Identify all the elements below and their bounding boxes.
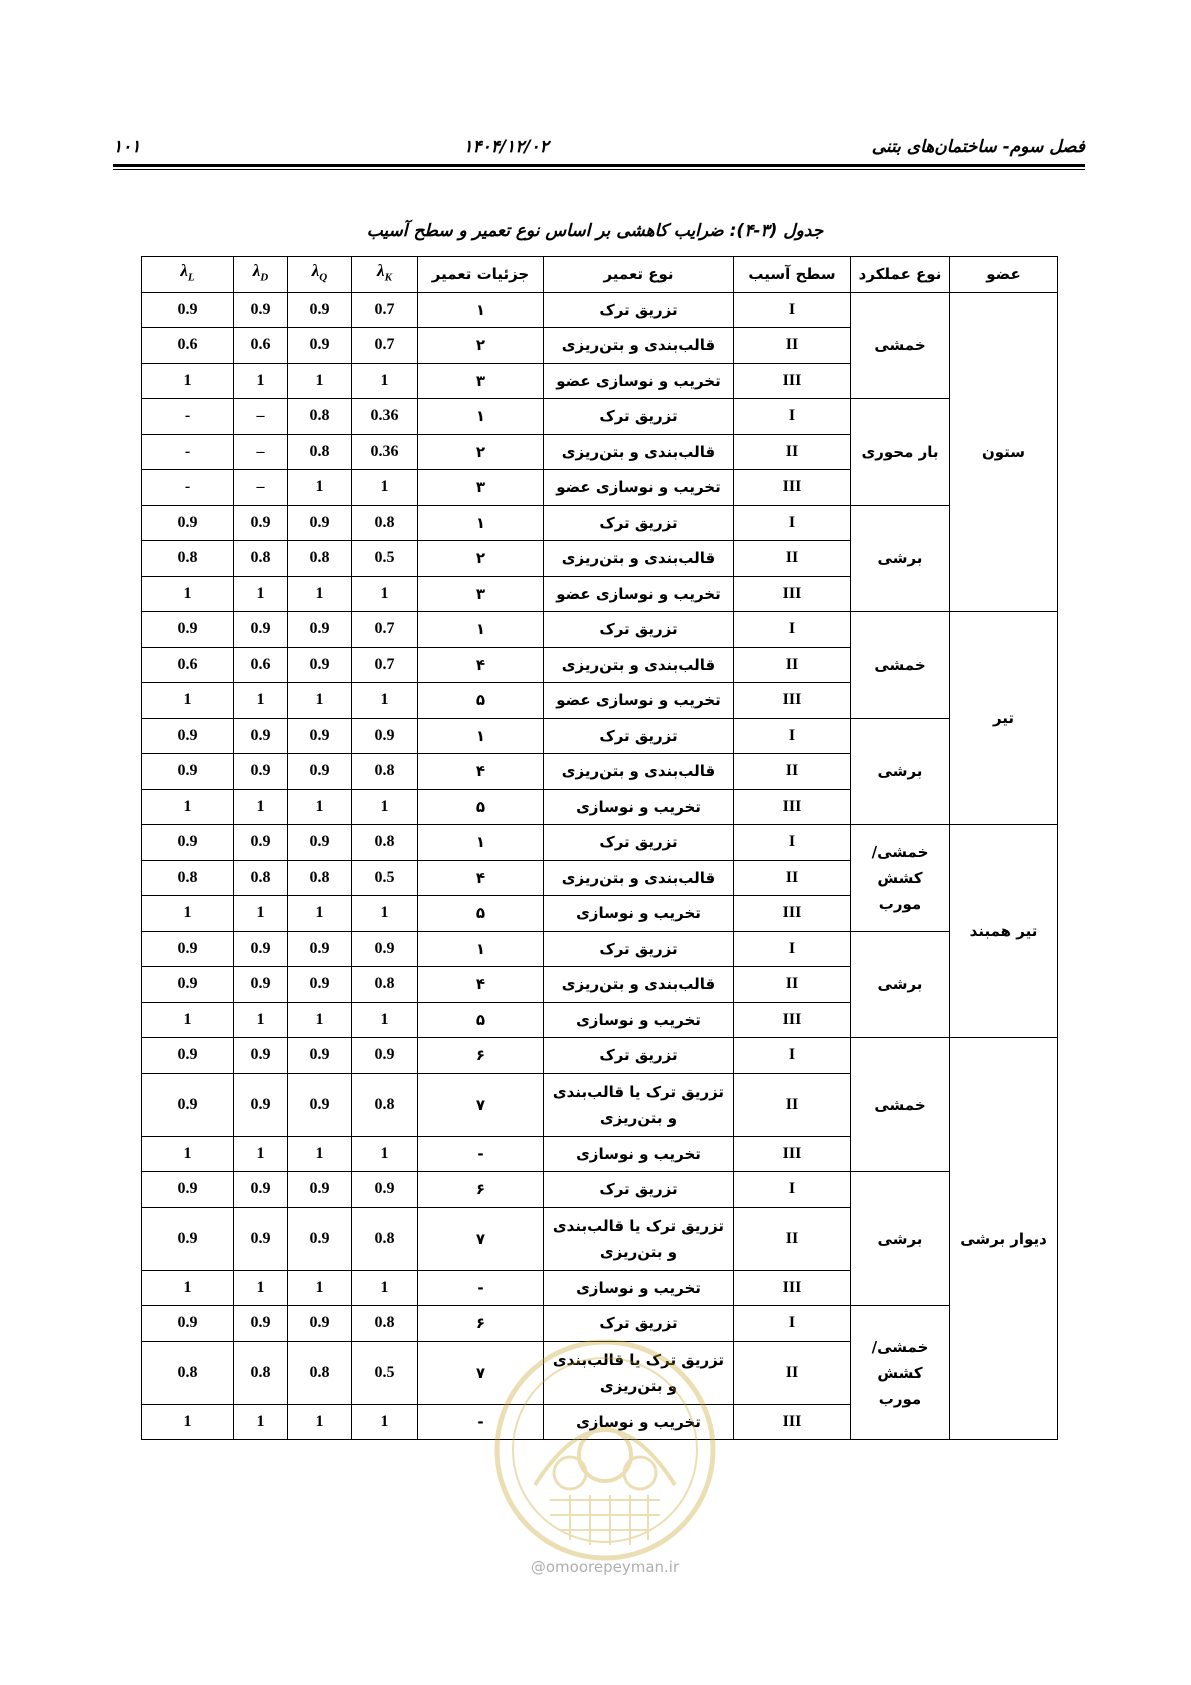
cell-damage-level: III [734, 1002, 851, 1038]
cell-lambda-q: 1 [288, 1136, 352, 1172]
cell-repair-type: تزریق ترک [544, 1038, 734, 1074]
cell-damage-level: I [734, 1306, 851, 1342]
page-number: ۱۰۱ [113, 137, 141, 157]
cell-repair-type: قالب‌بندی و بتن‌ریزی [544, 647, 734, 683]
cell-lambda-d: 0.6 [234, 328, 288, 364]
cell-damage-level: III [734, 363, 851, 399]
header-rule-thin [113, 169, 1085, 170]
cell-lambda-q: 0.9 [288, 1038, 352, 1074]
cell-lambda-d: 1 [234, 896, 288, 932]
cell-lambda-k: 1 [352, 1270, 418, 1306]
cell-damage-level: I [734, 718, 851, 754]
header-lambda-q: $\lambda_Q$ [288, 257, 352, 293]
cell-repair-details: ۴ [418, 754, 544, 790]
cell-action-type: برشی [851, 1172, 950, 1306]
cell-repair-type: تزریق ترک [544, 1172, 734, 1208]
cell-repair-type: تزریق ترک [544, 718, 734, 754]
cell-lambda-d: 1 [234, 1002, 288, 1038]
cell-repair-type: تزریق ترک [544, 399, 734, 435]
cell-lambda-q: 1 [288, 1002, 352, 1038]
cell-repair-type: تزریق ترک [544, 825, 734, 861]
cell-repair-type: تخریب و نوسازی [544, 1404, 734, 1440]
cell-lambda-d: 1 [234, 683, 288, 719]
cell-repair-details: ۳ [418, 576, 544, 612]
cell-lambda-k: 0.8 [352, 754, 418, 790]
cell-repair-details: ۱ [418, 931, 544, 967]
cell-lambda-q: 0.9 [288, 505, 352, 541]
cell-repair-details: - [418, 1404, 544, 1440]
chapter-title: فصل سوم- ساختمان‌های بتنی [871, 137, 1085, 157]
cell-lambda-d: 0.9 [234, 931, 288, 967]
header-lambda-d: $\lambda_D$ [234, 257, 288, 293]
cell-lambda-l: 1 [142, 363, 234, 399]
cell-repair-type: تخریب و نوسازی [544, 789, 734, 825]
cell-lambda-q: 0.8 [288, 541, 352, 577]
cell-repair-type: تخریب و نوسازی عضو [544, 363, 734, 399]
cell-lambda-k: 0.9 [352, 1038, 418, 1074]
watermark-site: @omoorepeyman.ir [530, 1558, 680, 1576]
cell-repair-type: تزریق ترک [544, 292, 734, 328]
cell-action-type: خمشی/کشش مورب [851, 1306, 950, 1440]
cell-repair-details: ۷ [418, 1207, 544, 1270]
cell-lambda-l: 0.9 [142, 825, 234, 861]
cell-repair-type: قالب‌بندی و بتن‌ریزی [544, 860, 734, 896]
cell-lambda-q: 0.9 [288, 754, 352, 790]
cell-repair-type: قالب‌بندی و بتن‌ریزی [544, 328, 734, 364]
cell-lambda-k: 0.9 [352, 718, 418, 754]
cell-repair-details: ۱ [418, 505, 544, 541]
cell-damage-level: III [734, 896, 851, 932]
cell-lambda-q: 0.9 [288, 967, 352, 1003]
header-damage-level: سطح آسیب [734, 257, 851, 293]
cell-repair-type: تخریب و نوسازی عضو [544, 683, 734, 719]
cell-repair-details: ۵ [418, 896, 544, 932]
cell-lambda-q: 0.8 [288, 399, 352, 435]
cell-lambda-d: – [234, 434, 288, 470]
cell-damage-level: III [734, 1270, 851, 1306]
cell-repair-details: ۷ [418, 1073, 544, 1136]
cell-lambda-l: 0.9 [142, 505, 234, 541]
header-lambda-l: $\lambda_L$ [142, 257, 234, 293]
table-row [142, 1172, 1058, 1208]
cell-repair-details: - [418, 1270, 544, 1306]
cell-repair-details: ۵ [418, 1002, 544, 1038]
cell-lambda-l: 1 [142, 1404, 234, 1440]
cell-repair-details: ۲ [418, 541, 544, 577]
cell-damage-level: II [734, 434, 851, 470]
table-body [142, 292, 1058, 1440]
cell-action-type: خمشی/کشش مورب [851, 825, 950, 932]
cell-lambda-l: 0.8 [142, 541, 234, 577]
cell-damage-level: II [734, 967, 851, 1003]
cell-lambda-q: 0.9 [288, 647, 352, 683]
header-repair-details: جزئیات تعمیر [418, 257, 544, 293]
cell-lambda-q: 1 [288, 576, 352, 612]
header-lambda-k: $\lambda_K$ [352, 257, 418, 293]
cell-lambda-d: 1 [234, 576, 288, 612]
cell-repair-details: ۱ [418, 292, 544, 328]
cell-lambda-l: 0.9 [142, 754, 234, 790]
cell-lambda-l: 0.6 [142, 647, 234, 683]
table-row [142, 825, 1058, 861]
reduction-factors-table-container [141, 256, 1057, 1440]
cell-repair-type: تزریق ترک یا قالب‌بندی و بتن‌ریزی [544, 1073, 734, 1136]
cell-repair-type: تخریب و نوسازی [544, 1136, 734, 1172]
cell-member: دیوار برشی [950, 1038, 1058, 1440]
cell-lambda-q: 1 [288, 1270, 352, 1306]
table-row [142, 1306, 1058, 1342]
cell-lambda-l: 1 [142, 1002, 234, 1038]
cell-lambda-q: 0.9 [288, 1306, 352, 1342]
cell-repair-details: - [418, 1136, 544, 1172]
cell-damage-level: I [734, 1172, 851, 1208]
cell-lambda-q: 0.8 [288, 860, 352, 896]
cell-repair-details: ۴ [418, 860, 544, 896]
cell-repair-details: ۲ [418, 328, 544, 364]
cell-lambda-k: 0.8 [352, 825, 418, 861]
cell-damage-level: II [734, 1073, 851, 1136]
cell-lambda-k: 0.7 [352, 328, 418, 364]
cell-lambda-q: 0.9 [288, 718, 352, 754]
cell-damage-level: III [734, 1404, 851, 1440]
cell-lambda-l: 1 [142, 896, 234, 932]
cell-lambda-k: 0.7 [352, 647, 418, 683]
cell-lambda-q: 0.9 [288, 825, 352, 861]
cell-lambda-l: 1 [142, 1270, 234, 1306]
header-repair-type: نوع تعمیر [544, 257, 734, 293]
cell-action-type: خمشی [851, 1038, 950, 1172]
cell-repair-type: تخریب و نوسازی [544, 896, 734, 932]
cell-damage-level: I [734, 931, 851, 967]
cell-lambda-l: 0.8 [142, 860, 234, 896]
cell-lambda-k: 0.9 [352, 931, 418, 967]
cell-member: تیر [950, 612, 1058, 825]
cell-lambda-l: 0.6 [142, 328, 234, 364]
cell-repair-type: تزریق ترک [544, 612, 734, 648]
cell-repair-type: قالب‌بندی و بتن‌ریزی [544, 967, 734, 1003]
cell-damage-level: II [734, 328, 851, 364]
header-rule [113, 164, 1085, 167]
cell-repair-details: ۳ [418, 470, 544, 506]
cell-lambda-d: 1 [234, 363, 288, 399]
cell-lambda-l: 0.8 [142, 1341, 234, 1404]
cell-lambda-k: 1 [352, 1404, 418, 1440]
cell-lambda-k: 1 [352, 1136, 418, 1172]
cell-repair-type: قالب‌بندی و بتن‌ریزی [544, 541, 734, 577]
cell-action-type: خمشی [851, 612, 950, 719]
cell-repair-type: تخریب و نوسازی عضو [544, 470, 734, 506]
cell-lambda-l: 0.9 [142, 1207, 234, 1270]
cell-repair-type: تخریب و نوسازی [544, 1002, 734, 1038]
cell-repair-details: ۱ [418, 399, 544, 435]
cell-damage-level: I [734, 505, 851, 541]
cell-lambda-d: 0.8 [234, 541, 288, 577]
cell-lambda-k: 0.36 [352, 399, 418, 435]
cell-repair-details: ۷ [418, 1341, 544, 1404]
cell-lambda-l: 0.9 [142, 1306, 234, 1342]
cell-lambda-q: 0.9 [288, 1172, 352, 1208]
cell-lambda-q: 0.8 [288, 1341, 352, 1404]
cell-lambda-l: - [142, 434, 234, 470]
cell-lambda-q: 1 [288, 1404, 352, 1440]
table-row [142, 1038, 1058, 1074]
table-caption: جدول (۳-۴): ضرایب کاهشی بر اساس نوع تعمیر و سطح آسیب [366, 221, 824, 241]
cell-lambda-q: 1 [288, 789, 352, 825]
cell-damage-level: I [734, 1038, 851, 1074]
page-header [113, 130, 1085, 164]
cell-lambda-d: 0.9 [234, 505, 288, 541]
cell-lambda-l: 1 [142, 789, 234, 825]
cell-damage-level: III [734, 576, 851, 612]
reduction-factors-table [141, 256, 1058, 1440]
cell-action-type: خمشی [851, 292, 950, 399]
cell-lambda-k: 0.5 [352, 1341, 418, 1404]
cell-lambda-q: 0.9 [288, 1207, 352, 1270]
cell-lambda-k: 1 [352, 789, 418, 825]
cell-damage-level: II [734, 647, 851, 683]
cell-lambda-k: 1 [352, 576, 418, 612]
cell-lambda-k: 1 [352, 363, 418, 399]
cell-repair-details: ۶ [418, 1172, 544, 1208]
cell-lambda-d: 1 [234, 1404, 288, 1440]
cell-lambda-d: 0.9 [234, 825, 288, 861]
cell-lambda-q: 1 [288, 363, 352, 399]
cell-repair-details: ۵ [418, 683, 544, 719]
cell-lambda-d: 0.8 [234, 860, 288, 896]
cell-lambda-d: 0.9 [234, 612, 288, 648]
cell-lambda-k: 0.8 [352, 967, 418, 1003]
cell-lambda-l: - [142, 470, 234, 506]
table-header-row [142, 257, 1058, 293]
cell-lambda-k: 0.8 [352, 1306, 418, 1342]
cell-lambda-l: 0.9 [142, 292, 234, 328]
cell-repair-details: ۱ [418, 825, 544, 861]
cell-lambda-k: 0.7 [352, 612, 418, 648]
cell-lambda-q: 0.9 [288, 931, 352, 967]
table-row [142, 505, 1058, 541]
cell-repair-type: قالب‌بندی و بتن‌ریزی [544, 434, 734, 470]
cell-lambda-l: - [142, 399, 234, 435]
cell-lambda-q: 0.9 [288, 328, 352, 364]
cell-repair-type: تزریق ترک [544, 505, 734, 541]
cell-damage-level: II [734, 1341, 851, 1404]
cell-repair-details: ۴ [418, 967, 544, 1003]
cell-damage-level: III [734, 789, 851, 825]
cell-lambda-d: 0.9 [234, 292, 288, 328]
cell-lambda-d: 1 [234, 789, 288, 825]
cell-lambda-d: 0.9 [234, 1073, 288, 1136]
cell-damage-level: II [734, 860, 851, 896]
cell-lambda-q: 0.9 [288, 1073, 352, 1136]
cell-repair-type: تخریب و نوسازی [544, 1270, 734, 1306]
cell-lambda-q: 0.9 [288, 612, 352, 648]
cell-lambda-d: – [234, 470, 288, 506]
cell-lambda-d: 0.9 [234, 1306, 288, 1342]
cell-lambda-l: 0.9 [142, 967, 234, 1003]
cell-damage-level: I [734, 292, 851, 328]
cell-lambda-l: 0.9 [142, 1073, 234, 1136]
cell-damage-level: I [734, 612, 851, 648]
cell-lambda-l: 1 [142, 683, 234, 719]
cell-repair-type: تزریق ترک [544, 931, 734, 967]
cell-repair-type: تخریب و نوسازی عضو [544, 576, 734, 612]
cell-lambda-d: 0.6 [234, 647, 288, 683]
cell-lambda-k: 1 [352, 896, 418, 932]
cell-repair-type: تزریق ترک یا قالب‌بندی و بتن‌ریزی [544, 1341, 734, 1404]
cell-damage-level: II [734, 1207, 851, 1270]
table-row [142, 612, 1058, 648]
cell-lambda-k: 0.8 [352, 1207, 418, 1270]
cell-lambda-d: 0.9 [234, 754, 288, 790]
cell-lambda-l: 1 [142, 576, 234, 612]
cell-lambda-k: 1 [352, 683, 418, 719]
header-member: عضو [950, 257, 1058, 293]
cell-lambda-l: 0.9 [142, 1172, 234, 1208]
cell-lambda-k: 1 [352, 470, 418, 506]
cell-lambda-d: 0.9 [234, 1038, 288, 1074]
cell-lambda-l: 0.9 [142, 931, 234, 967]
cell-repair-details: ۱ [418, 718, 544, 754]
table-row [142, 718, 1058, 754]
cell-lambda-k: 0.9 [352, 1172, 418, 1208]
cell-member: ستون [950, 292, 1058, 612]
cell-repair-type: تزریق ترک [544, 1306, 734, 1342]
cell-repair-type: تزریق ترک یا قالب‌بندی و بتن‌ریزی [544, 1207, 734, 1270]
cell-repair-details: ۴ [418, 647, 544, 683]
cell-lambda-q: 1 [288, 683, 352, 719]
cell-repair-type: قالب‌بندی و بتن‌ریزی [544, 754, 734, 790]
table-row [142, 292, 1058, 328]
cell-lambda-d: 0.9 [234, 1172, 288, 1208]
cell-lambda-l: 0.9 [142, 1038, 234, 1074]
cell-lambda-d: – [234, 399, 288, 435]
cell-lambda-k: 0.7 [352, 292, 418, 328]
cell-lambda-d: 1 [234, 1270, 288, 1306]
cell-action-type: بار محوری [851, 399, 950, 506]
table-row [142, 399, 1058, 435]
cell-damage-level: III [734, 683, 851, 719]
cell-lambda-k: 1 [352, 1002, 418, 1038]
cell-damage-level: II [734, 754, 851, 790]
cell-action-type: برشی [851, 718, 950, 825]
cell-lambda-l: 0.9 [142, 718, 234, 754]
cell-action-type: برشی [851, 505, 950, 612]
cell-lambda-q: 0.8 [288, 434, 352, 470]
cell-lambda-k: 0.8 [352, 505, 418, 541]
table-row [142, 931, 1058, 967]
cell-member: تیر همبند [950, 825, 1058, 1038]
cell-action-type: برشی [851, 931, 950, 1038]
cell-repair-details: ۳ [418, 363, 544, 399]
cell-lambda-d: 0.9 [234, 718, 288, 754]
cell-damage-level: I [734, 825, 851, 861]
cell-repair-details: ۶ [418, 1038, 544, 1074]
header-action-type: نوع عملکرد [851, 257, 950, 293]
cell-repair-details: ۶ [418, 1306, 544, 1342]
cell-lambda-k: 0.5 [352, 860, 418, 896]
cell-lambda-k: 0.8 [352, 1073, 418, 1136]
cell-damage-level: III [734, 470, 851, 506]
cell-lambda-d: 0.8 [234, 1341, 288, 1404]
cell-repair-details: ۲ [418, 434, 544, 470]
cell-damage-level: III [734, 1136, 851, 1172]
header-date: ۱۴۰۴/۱۲/۰۲ [463, 137, 549, 157]
cell-repair-details: ۱ [418, 612, 544, 648]
cell-lambda-l: 0.9 [142, 612, 234, 648]
cell-lambda-l: 1 [142, 1136, 234, 1172]
cell-damage-level: I [734, 399, 851, 435]
cell-lambda-q: 0.9 [288, 292, 352, 328]
cell-lambda-d: 1 [234, 1136, 288, 1172]
cell-lambda-k: 0.5 [352, 541, 418, 577]
cell-lambda-q: 1 [288, 470, 352, 506]
cell-lambda-d: 0.9 [234, 967, 288, 1003]
cell-damage-level: II [734, 541, 851, 577]
cell-lambda-k: 0.36 [352, 434, 418, 470]
cell-repair-details: ۵ [418, 789, 544, 825]
cell-lambda-d: 0.9 [234, 1207, 288, 1270]
cell-lambda-q: 1 [288, 896, 352, 932]
